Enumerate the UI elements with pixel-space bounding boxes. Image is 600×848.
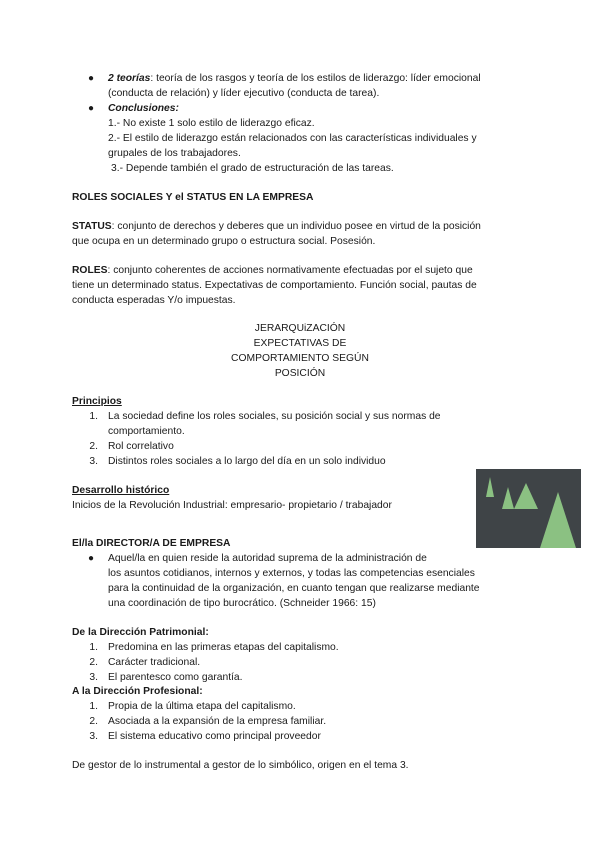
roles-line [72,263,473,278]
list-item: Carácter tradicional. [108,657,201,668]
list-item: Distintos roles sociales a lo largo del día en un solo individuo [108,456,386,467]
list-number: 1. [89,411,98,422]
list-number: 3. [89,731,98,742]
bullet-dot: ● [88,73,95,84]
theories-line [108,71,481,86]
list-number: 2. [89,657,98,668]
profesional-heading: A la Dirección Profesional: [72,686,203,697]
list-number: 1. [89,642,98,653]
theories-label: 2 teorías [108,73,151,84]
conclusion-line: 2.- El estilo de liderazgo están relacionados con las características individuales y [108,133,477,144]
bullet-dot: ● [88,553,95,564]
status-term: STATUS [72,221,112,232]
center-line: EXPECTATIVAS DE [253,338,347,349]
center-line: POSICIÓN [274,368,326,379]
triangles-image [476,469,581,548]
roles-term: ROLES [72,265,108,276]
director-line: una coordinación de tipo burocrático. (Schneider 1966: 15) [108,598,376,609]
list-number: 3. [89,672,98,683]
theories-cont: (conducta de relación) y líder ejecutivo (conducta de tarea). [108,88,380,99]
list-item: El sistema educativo como principal proveedor [108,731,321,742]
patrimonial-heading: De la Dirección Patrimonial: [72,627,209,638]
list-number: 3. [89,456,98,467]
conclusion-line: 1.- No existe 1 solo estilo de liderazgo eficaz. [108,118,315,129]
historico-heading: Desarrollo histórico [72,485,170,496]
center-line: JERARQUiZACIÓN [254,323,346,334]
status-def: : conjunto de derechos y deberes que un individuo posee en virtud de la posición [111,221,481,232]
list-item: Predomina en las primeras etapas del capitalismo. [108,642,339,653]
list-item: Asociada a la expansión de la empresa familiar. [108,716,327,727]
closing-text: De gestor de lo instrumental a gestor de lo simbólico, origen en el tema 3. [72,760,409,771]
director-line: para la continuidad de la organización, en cuanto tengan que realizarse mediante [108,583,480,594]
list-item: Propia de la última etapa del capitalismo. [108,701,296,712]
roles-def-cont: tiene un determinado status. Expectativas de comportamiento. Función social, pautas de [72,280,477,291]
roles-def: : conjunto coherentes de acciones normativamente efectuadas por el sujeto que [107,265,473,276]
status-def-cont: que ocupa en un determinado grupo o estructura social. Posesión. [72,236,376,247]
director-line: Aquel/la en quien reside la autoridad suprema de la administración de [108,553,427,564]
roles-def-cont: conducta esperadas Y/o impuestas. [72,295,236,306]
list-item-cont: comportamiento. [108,426,185,437]
theories-text: : teoría de los rasgos y teoría de los estilos de liderazgo: líder emocional [150,73,481,84]
status-line [72,219,481,234]
director-line: los asuntos cotidianos, internos y externos, y todas las competencias esenciales [108,568,475,579]
list-number: 2. [89,716,98,727]
list-number: 1. [89,701,98,712]
director-heading: El/la DIRECTOR/A DE EMPRESA [72,538,231,549]
roles-heading: ROLES SOCIALES Y el STATUS EN LA EMPRESA [72,192,314,203]
bullet-dot: ● [88,103,95,114]
center-line: COMPORTAMIENTO SEGÚN [231,353,369,364]
list-item: La sociedad define los roles sociales, su posición social y sus normas de [108,411,441,422]
conclusions-label: Conclusiones: [108,103,179,114]
conclusion-line: grupales de los trabajadores. [108,148,241,159]
list-item: Rol correlativo [108,441,174,452]
conclusion-line: 3.- Depende también el grado de estructuración de las tareas. [111,163,394,174]
historico-text: Inicios de la Revolución Industrial: empresario- propietario / trabajador [72,500,392,511]
principios-heading: Principios [72,396,122,407]
list-item: El parentesco como garantía. [108,672,243,683]
list-number: 2. [89,441,98,452]
